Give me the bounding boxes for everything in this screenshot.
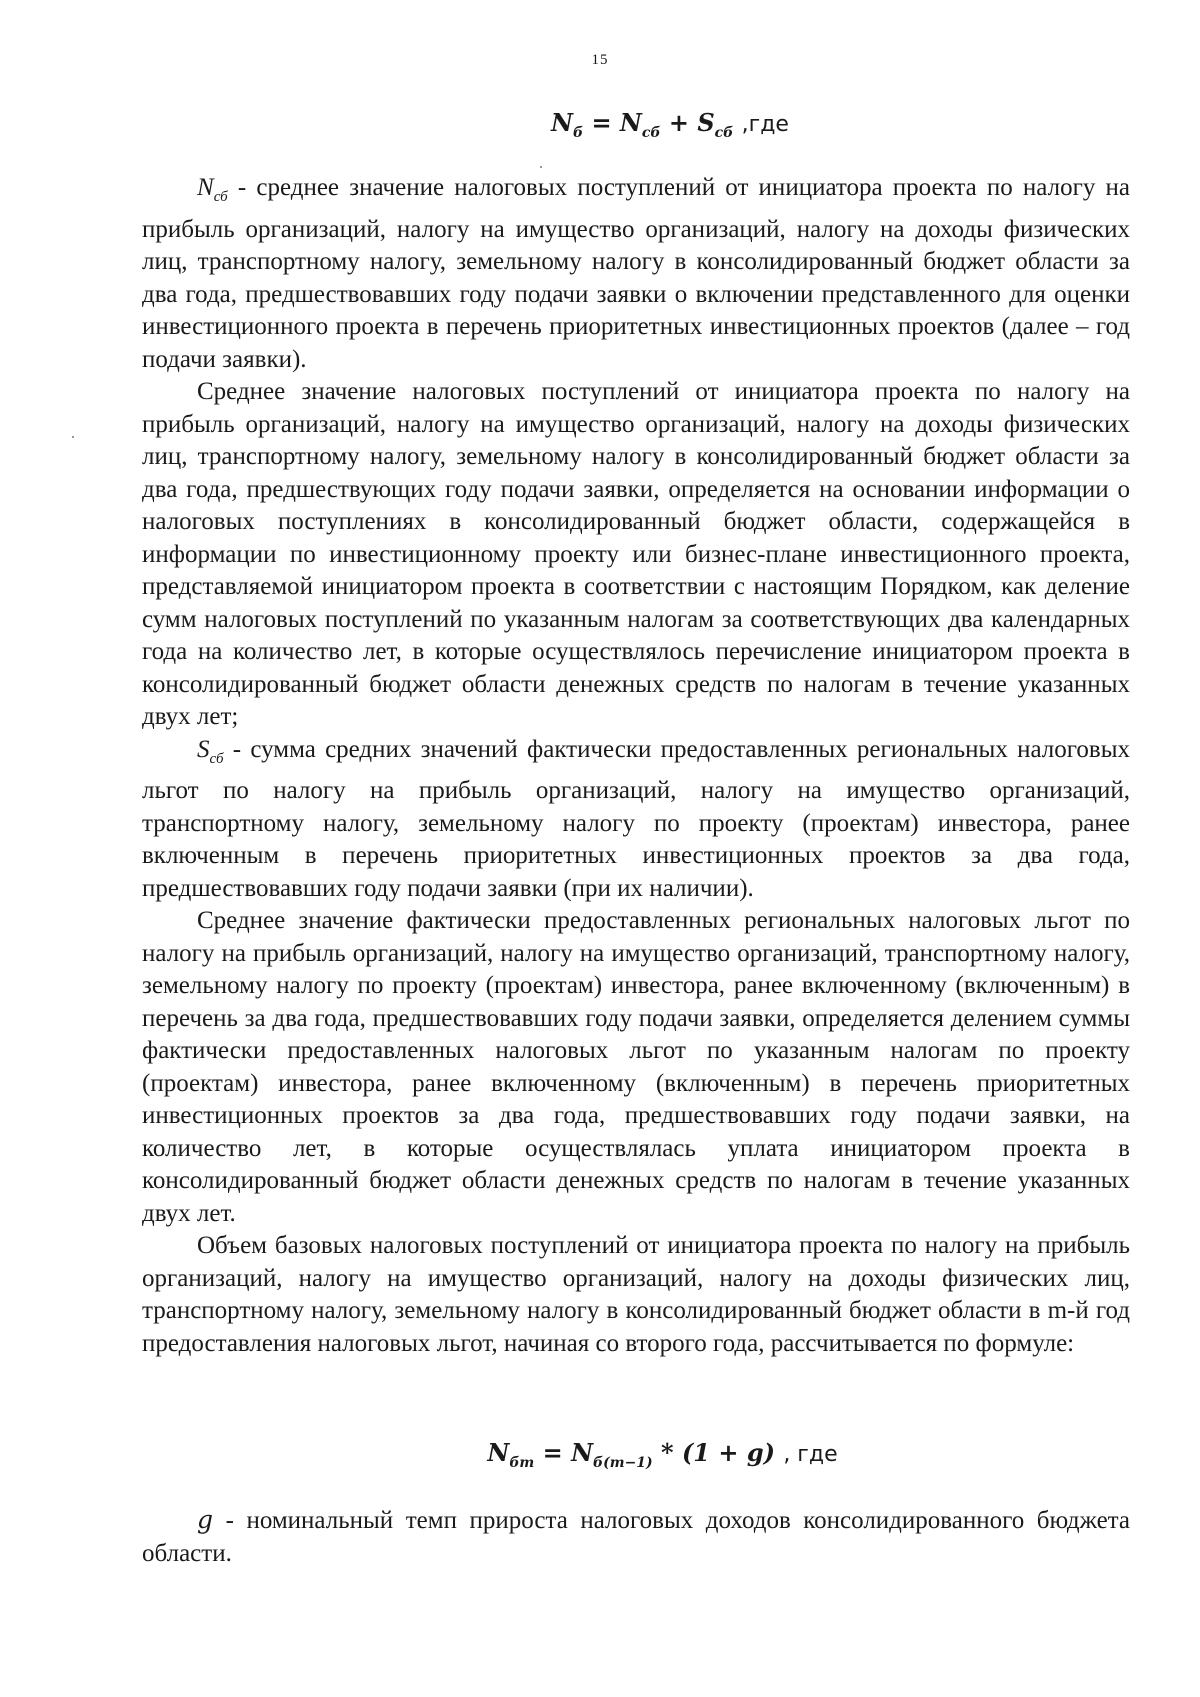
paragraph-n-sb: $N_{сб}$ - среднее значение налоговых поступлений от инициатора проекта по налогу на прибыль организаций, налогу на имущество организаций, налогу на доходы физических лиц, транспортному налогу, земельному налогу в консолидированный бюджет области за два года, предшествовавших году подачи заявки о включении представленного для оценки инвестиционного проекта в перечень приоритетных инвестиционных проектов (далее – год подачи заявки). (142, 174, 1130, 373)
paragraph-s-sb: $S_{сб}$ - сумма средних значений фактически предоставленных региональных налоговых льгот по налогу на прибыль организаций, налогу на имущество организаций, транспортному налогу, земельному налогу по проекту (проектам) инвестора, ранее включенным в перечень приоритетных инвестиционных проектов за два года, предшествовавших году подачи заявки (при их наличии). (142, 735, 1130, 902)
formula2-rhs: $N_{б(m-1)}$ (571, 1438, 653, 1471)
formula2-lhs: $N_{бm}$ (487, 1438, 535, 1471)
final-paragraph-block (142, 1504, 1130, 1570)
variable-g: g (197, 1505, 214, 1534)
variable-s-sb: $S_{сб}$ (197, 735, 224, 767)
variable-n-sb: $N_{сб}$ (197, 174, 228, 205)
formula2-rest: * (1 + g) (661, 1438, 775, 1467)
scan-speck (72, 436, 74, 438)
paragraph-mean-value: Среднее значение налоговых поступлений от инициатора проекта по налогу на прибыль организаций, налогу на имущество организаций, налогу на доходы физических лиц, транспортному налогу, земельному налогу в консолидированный бюджет области за два года, предшествующих году подачи заявки, определяется на основании информации о налоговых поступлениях в консолидированный бюджет области, содержащейся в информации по инвестиционному проекту или бизнес-плане инвестиционного проекта, представляемой инициатором проекта в соответствии с настоящим Порядком, как деление сумм налоговых поступлений по указанным налогам за соответствующих два календарных года на количество лет, в которые осуществлялось перечисление инициатором проекта в консолидированный бюджет области денежных средств по налогам в течение указанных двух лет; (142, 378, 1130, 730)
paragraph-base-volume: Объем базовых налоговых поступлений от инициатора проекта по налогу на прибыль организаций, налогу на имущество организаций, налогу на доходы физических лиц, транспортному налогу, земельному налогу в консолидированный бюджет области в m-й год предоставления налоговых льгот, начиная со второго года, рассчитывается по формуле: (142, 1232, 1130, 1357)
paragraph-benefits-mean: Среднее значение фактически предоставленных региональных налоговых льгот по налогу на прибыль организаций, налогу на имущество организаций, транспортному налогу, земельному налогу по проекту (проектам) инвестора, ранее включенному (включенным) в перечень за два года, предшествовавших году подачи заявки, определяется делением суммы фактически предоставленных налоговых льгот по указанным налогам по проекту (проектам) инвестора, ранее включенному (включенным) в перечень приоритетных инвестиционных проектов за два года, предшествовавших году подачи заявки, на количество лет, в которые осуществлялась уплата инициатором проекта в консолидированный бюджет области денежных средств по налогам в течение указанных двух лет. (142, 907, 1130, 1227)
scan-speck (540, 166, 542, 168)
formula-term-n: $N_{сб}$ (619, 108, 661, 141)
document-body (142, 172, 1130, 1360)
formula2-tail: , где (783, 1442, 838, 1467)
page-number: 15 (591, 52, 609, 68)
formula-yearly-base: $N_{бm} = N_{б(m-1)} * (1 + g)$ , где (487, 1438, 838, 1471)
formula-lhs: $N_б$ (551, 108, 584, 141)
formula-term-s: $S_{сб}$ (697, 108, 734, 141)
formula-tail: ,где (741, 112, 789, 137)
paragraph-g: g - номинальный темп прироста налоговых доходов консолидированного бюджета области. (142, 1505, 1130, 1567)
formula-base-tax: $N_б = N_{сб} + S_{сб}$ ,где (551, 108, 789, 141)
